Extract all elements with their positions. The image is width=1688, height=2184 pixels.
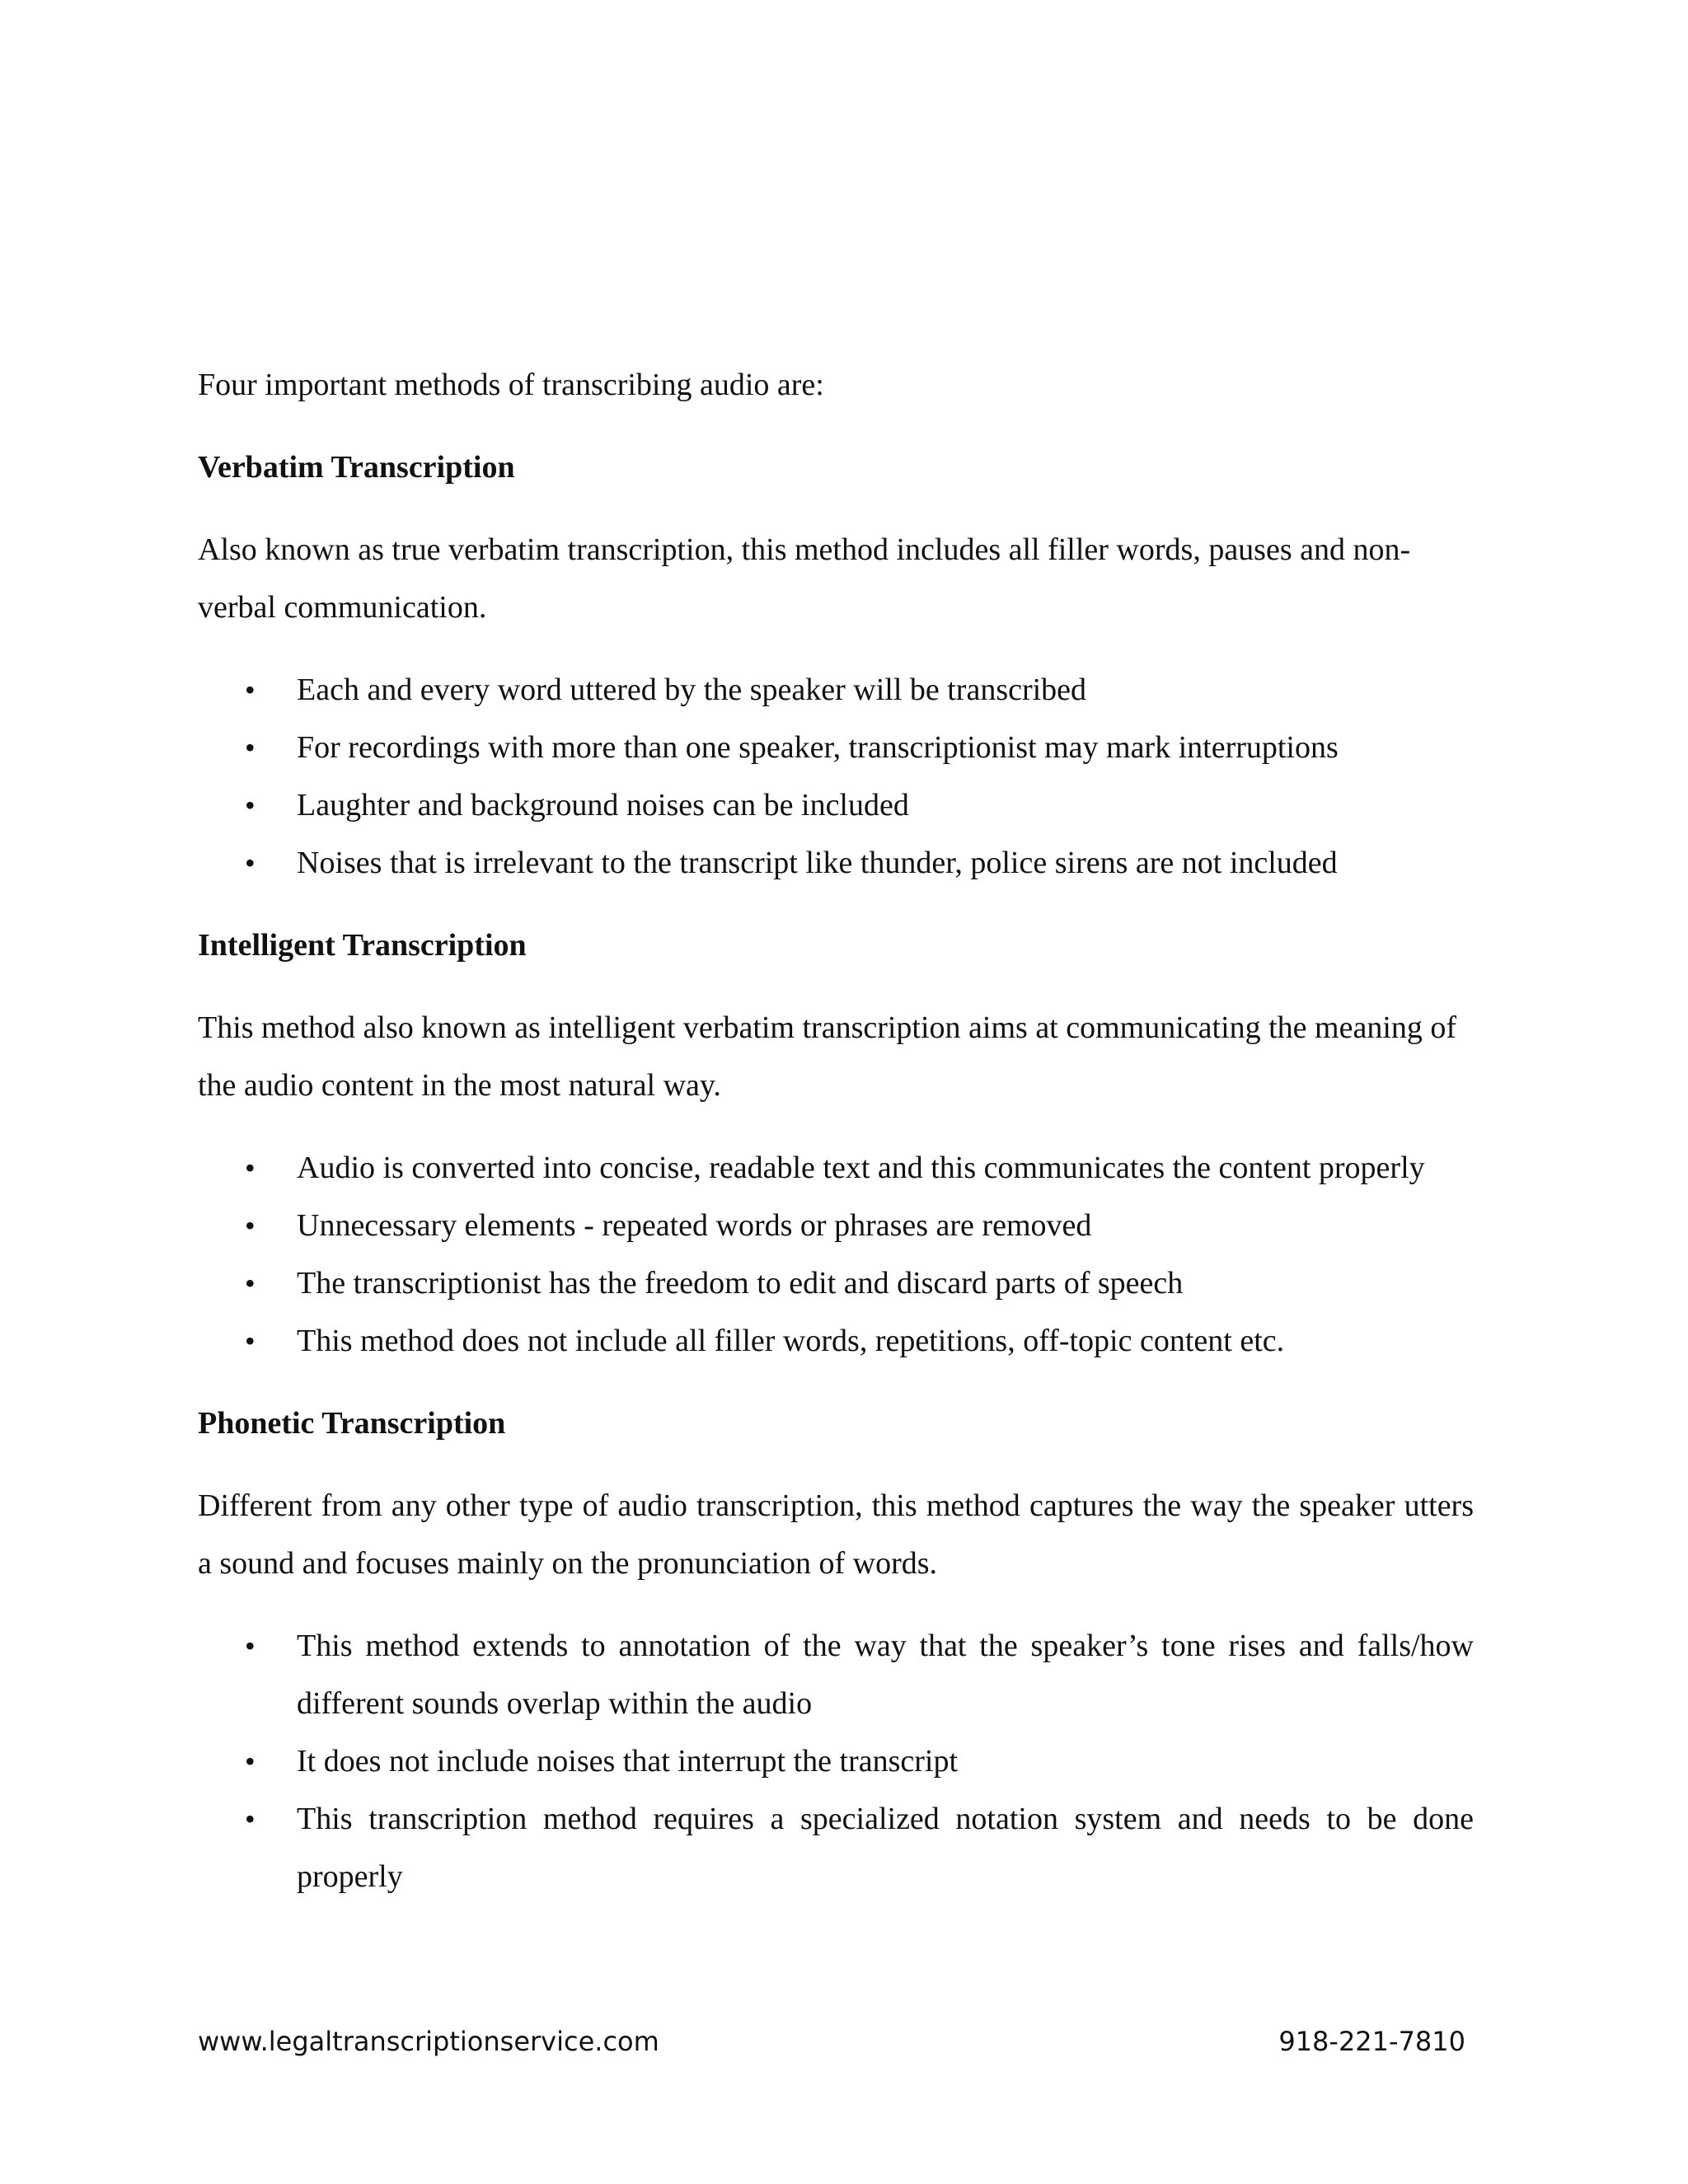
section-heading: Phonetic Transcription bbox=[198, 1406, 506, 1441]
section-heading: Intelligent Transcription bbox=[198, 928, 527, 963]
list-item bbox=[198, 834, 1474, 892]
footer-phone: 918-221-7810 bbox=[1278, 2026, 1465, 2057]
document-body bbox=[198, 356, 1474, 1930]
list-item bbox=[198, 776, 1474, 834]
section-heading: Verbatim Transcription bbox=[198, 450, 515, 485]
bullet-icon: • bbox=[245, 1324, 256, 1357]
bullet-icon: • bbox=[245, 1629, 256, 1662]
list-item bbox=[198, 1254, 1474, 1312]
list-item-text: Laughter and background noises can be included bbox=[297, 788, 909, 823]
list-item-text: This method does not include all filler words, repetitions, off-topic content etc. bbox=[297, 1324, 1285, 1358]
list-item bbox=[198, 1139, 1474, 1197]
list-item bbox=[198, 1732, 1474, 1790]
bullet-icon: • bbox=[245, 846, 256, 879]
list-item-text: Each and every word uttered by the speaker will be transcribed bbox=[297, 673, 1087, 707]
bullet-icon: • bbox=[245, 1151, 256, 1184]
bullet-list bbox=[198, 661, 1474, 892]
bullet-list bbox=[198, 1139, 1474, 1370]
bullet-icon: • bbox=[245, 1267, 256, 1300]
section-phonetic bbox=[198, 1394, 1474, 1905]
footer-website: www.legaltranscriptionservice.com bbox=[198, 2026, 659, 2057]
list-item-text: For recordings with more than one speaker, transcriptionist may mark interruptions bbox=[297, 730, 1339, 765]
bullet-icon: • bbox=[245, 1209, 256, 1242]
list-item-text: Noises that is irrelevant to the transcript like thunder, police sirens are not included bbox=[297, 846, 1338, 880]
list-item bbox=[198, 1312, 1474, 1370]
section-paragraph: Different from any other type of audio transcription, this method captures the way the speaker utters a sound and focuses mainly on the pronunciation of words. bbox=[198, 1488, 1474, 1581]
list-item bbox=[198, 1617, 1474, 1732]
bullet-icon: • bbox=[245, 1745, 256, 1778]
bullet-icon: • bbox=[245, 673, 256, 706]
intro-text: Four important methods of transcribing audio are: bbox=[198, 368, 824, 402]
list-item-text: Unnecessary elements - repeated words or phrases are removed bbox=[297, 1208, 1092, 1243]
list-item-text: The transcriptionist has the freedom to edit and discard parts of speech bbox=[297, 1266, 1184, 1301]
list-item-text: This method extends to annotation of the way that the speaker’s tone rises and falls/how different sounds overlap within the audio bbox=[297, 1629, 1474, 1721]
list-item-text: This transcription method requires a specialized notation system and needs to be done properly bbox=[297, 1802, 1474, 1894]
bullet-icon: • bbox=[245, 789, 256, 822]
list-item bbox=[198, 661, 1474, 719]
list-item-text: It does not include noises that interrupt the transcript bbox=[297, 1744, 959, 1779]
bullet-icon: • bbox=[245, 1802, 256, 1835]
bullet-icon: • bbox=[245, 731, 256, 764]
section-verbatim bbox=[198, 438, 1474, 892]
section-paragraph: Also known as true verbatim transcription, this method includes all filler words, pauses and non-verbal communication. bbox=[198, 532, 1411, 625]
section-intelligent bbox=[198, 916, 1474, 1370]
list-item bbox=[198, 719, 1474, 776]
section-paragraph: This method also known as intelligent verbatim transcription aims at communicating the meaning of the audio content in the most natural way. bbox=[198, 1010, 1457, 1103]
page-footer bbox=[198, 2021, 1474, 2062]
bullet-list bbox=[198, 1617, 1474, 1905]
list-item-text: Audio is converted into concise, readable text and this communicates the content properly bbox=[297, 1151, 1425, 1185]
list-item bbox=[198, 1197, 1474, 1254]
list-item bbox=[198, 1790, 1474, 1905]
